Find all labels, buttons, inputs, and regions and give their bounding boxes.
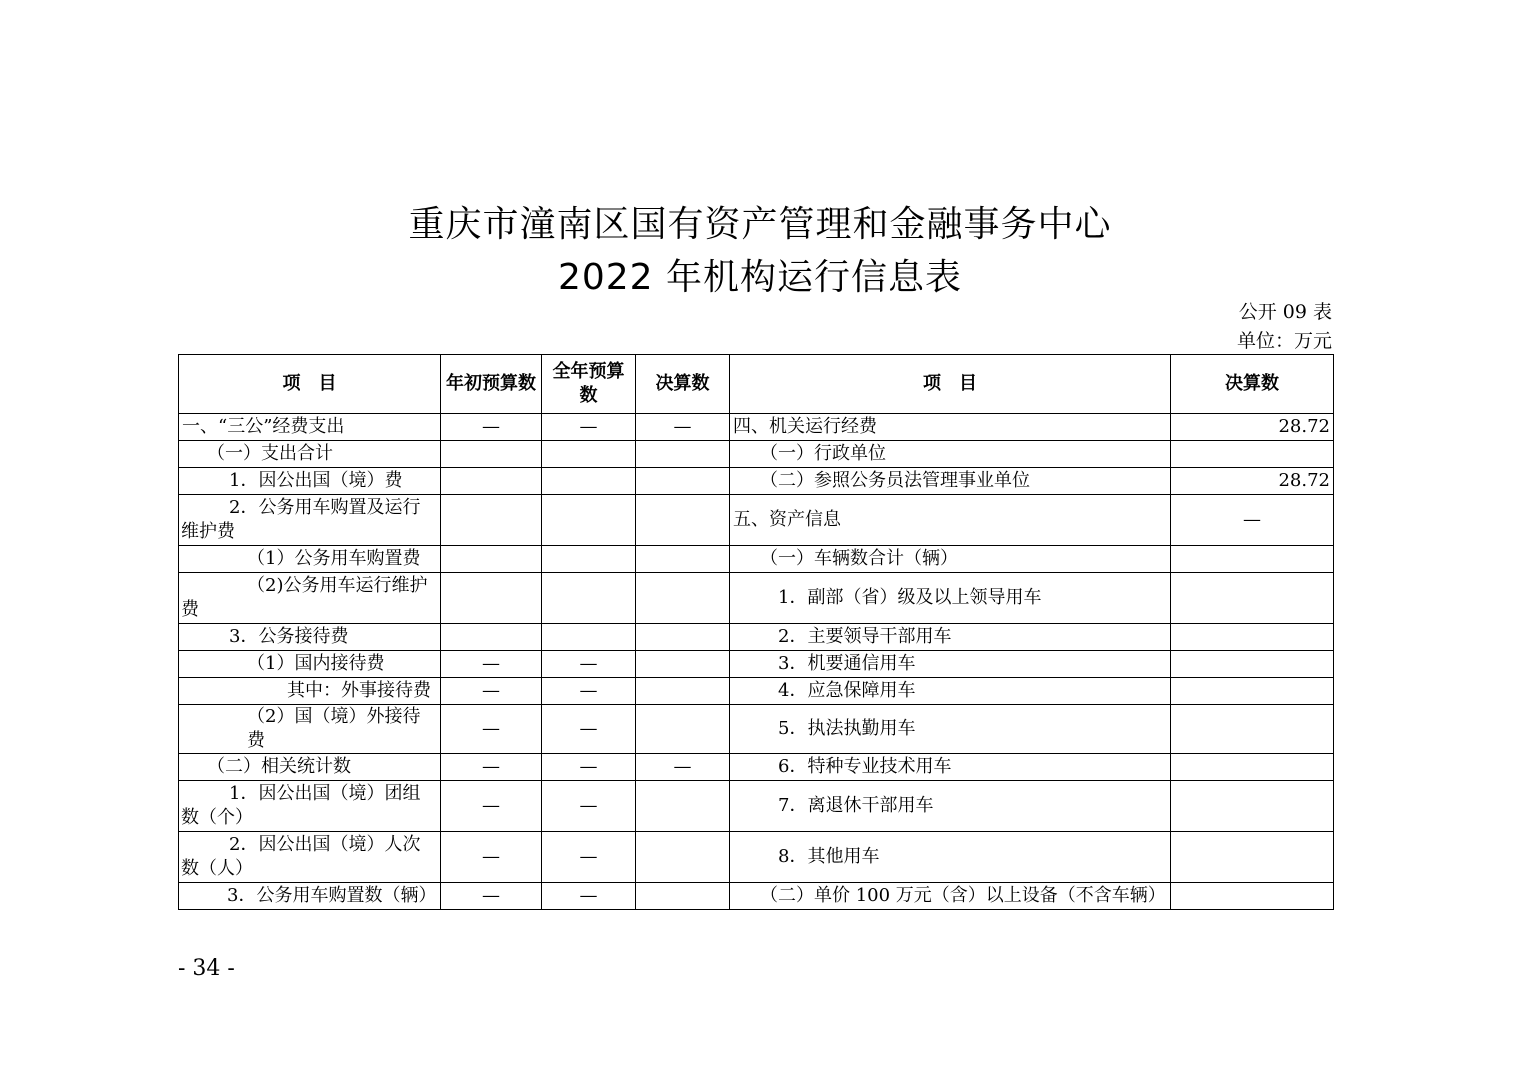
row-final-left	[636, 495, 730, 546]
row-budget-initial: —	[441, 651, 542, 678]
row-item-right: 1．副部（省）级及以上领导用车	[730, 573, 1171, 624]
header-row	[179, 355, 1334, 414]
header-item-right: 项 目	[730, 355, 1171, 414]
header-item-left: 项 目	[179, 355, 441, 414]
row-budget-full	[542, 441, 636, 468]
row-item-left-line-2: 费	[181, 599, 199, 620]
table-row	[179, 624, 1334, 651]
row-final-right: —	[1171, 495, 1334, 546]
table-row	[179, 832, 1334, 883]
row-final-right	[1171, 624, 1334, 651]
row-item-left: （2）国（境）外接待费	[179, 705, 441, 754]
table-row	[179, 414, 1334, 441]
row-item-right: （二）单价 100 万元（含）以上设备（不含车辆）	[730, 883, 1171, 910]
table-row	[179, 883, 1334, 910]
row-final-right	[1171, 573, 1334, 624]
row-item-right: 四、机关运行经费	[730, 414, 1171, 441]
row-final-right	[1171, 754, 1334, 781]
row-item-left: 3．公务用车购置数（辆）	[179, 883, 441, 910]
row-final-right	[1171, 651, 1334, 678]
row-final-left	[636, 651, 730, 678]
row-budget-initial	[441, 495, 542, 546]
row-final-right	[1171, 441, 1334, 468]
operation-info-table	[178, 354, 1334, 910]
row-budget-initial	[441, 441, 542, 468]
row-budget-full: —	[542, 883, 636, 910]
row-item-right: 2．主要领导干部用车	[730, 624, 1171, 651]
row-item-right: 五、资产信息	[730, 495, 1171, 546]
row-final-right	[1171, 781, 1334, 832]
row-budget-initial: —	[441, 705, 542, 754]
row-budget-full	[542, 573, 636, 624]
table-row	[179, 705, 1334, 754]
row-final-right: 28.72	[1171, 468, 1334, 495]
row-budget-full	[542, 546, 636, 573]
row-final-left	[636, 624, 730, 651]
row-budget-initial	[441, 624, 542, 651]
row-item-left-line-2: 数（个）	[181, 807, 253, 828]
row-item-right: 5．执法执勤用车	[730, 705, 1171, 754]
unit-label: 单位：万元	[1236, 330, 1332, 352]
header-budget-full: 全年预算数	[542, 355, 636, 414]
row-final-right	[1171, 705, 1334, 754]
row-item-left-line-1: 2．因公出国（境）人次	[229, 834, 421, 855]
row-item-right: 6．特种专业技术用车	[730, 754, 1171, 781]
row-item-right: （二）参照公务员法管理事业单位	[730, 468, 1171, 495]
row-final-left	[636, 883, 730, 910]
row-final-left: —	[636, 754, 730, 781]
row-item-left	[179, 495, 441, 546]
table-row	[179, 546, 1334, 573]
row-budget-full	[542, 495, 636, 546]
row-final-right	[1171, 832, 1334, 883]
row-budget-initial: —	[441, 678, 542, 705]
page-number: - 34 -	[178, 956, 235, 981]
row-budget-initial: —	[441, 832, 542, 883]
row-item-left: 3．公务接待费	[179, 624, 441, 651]
row-item-left-line-1: 2．公务用车购置及运行	[229, 497, 421, 518]
title-line-2: 2022 年机构运行信息表	[557, 257, 963, 298]
row-final-left	[636, 546, 730, 573]
table-row	[179, 468, 1334, 495]
table-row	[179, 573, 1334, 624]
row-item-left: （一）支出合计	[179, 441, 441, 468]
row-budget-full: —	[542, 781, 636, 832]
row-item-left: （二）相关统计数	[179, 754, 441, 781]
row-budget-initial	[441, 546, 542, 573]
row-item-left	[179, 781, 441, 832]
header-final-right: 决算数	[1171, 355, 1334, 414]
row-budget-full: —	[542, 754, 636, 781]
row-item-left	[179, 832, 441, 883]
row-item-right: （一）车辆数合计（辆）	[730, 546, 1171, 573]
row-final-left: —	[636, 414, 730, 441]
row-item-left-line-1: （2)公务用车运行维护	[247, 575, 428, 596]
row-item-left-line-2: 维护费	[181, 521, 235, 542]
row-final-left	[636, 441, 730, 468]
row-budget-full: —	[542, 678, 636, 705]
row-budget-initial: —	[441, 414, 542, 441]
row-budget-full: —	[542, 414, 636, 441]
row-budget-full: —	[542, 832, 636, 883]
table-row	[179, 781, 1334, 832]
row-final-right	[1171, 883, 1334, 910]
row-final-right	[1171, 678, 1334, 705]
row-final-left	[636, 573, 730, 624]
row-item-right: 7．离退休干部用车	[730, 781, 1171, 832]
row-final-right	[1171, 546, 1334, 573]
header-final-left: 决算数	[636, 355, 730, 414]
row-budget-initial: —	[441, 754, 542, 781]
row-budget-initial: —	[441, 781, 542, 832]
row-item-left: （1）公务用车购置费	[179, 546, 441, 573]
row-budget-full: —	[542, 651, 636, 678]
table-row	[179, 441, 1334, 468]
row-item-left: 一、“三公”经费支出	[179, 414, 441, 441]
table-row	[179, 495, 1334, 546]
table-row	[179, 754, 1334, 781]
table-row	[179, 651, 1334, 678]
row-budget-initial	[441, 468, 542, 495]
row-item-left: 其中：外事接待费	[179, 678, 441, 705]
row-item-right: 4．应急保障用车	[730, 678, 1171, 705]
table-row	[179, 678, 1334, 705]
row-item-left: （1）国内接待费	[179, 651, 441, 678]
row-budget-initial: —	[441, 883, 542, 910]
row-item-right: 3．机要通信用车	[730, 651, 1171, 678]
row-budget-full	[542, 468, 636, 495]
row-budget-full: —	[542, 705, 636, 754]
row-item-left-line-2: 数（人）	[181, 858, 253, 879]
header-budget-initial: 年初预算数	[441, 355, 542, 414]
form-number: 公开 09 表	[1238, 301, 1332, 323]
row-final-right: 28.72	[1171, 414, 1334, 441]
row-item-left: 1．因公出国（境）费	[179, 468, 441, 495]
row-item-left	[179, 573, 441, 624]
row-final-left	[636, 705, 730, 754]
row-final-left	[636, 468, 730, 495]
row-item-left-line-1: 1．因公出国（境）团组	[229, 783, 421, 804]
row-final-left	[636, 781, 730, 832]
row-final-left	[636, 678, 730, 705]
row-budget-initial	[441, 573, 542, 624]
row-item-right: （一）行政单位	[730, 441, 1171, 468]
title-line-1: 重庆市潼南区国有资产管理和金融事务中心	[408, 204, 1112, 245]
row-item-right: 8．其他用车	[730, 832, 1171, 883]
row-final-left	[636, 832, 730, 883]
row-budget-full	[542, 624, 636, 651]
